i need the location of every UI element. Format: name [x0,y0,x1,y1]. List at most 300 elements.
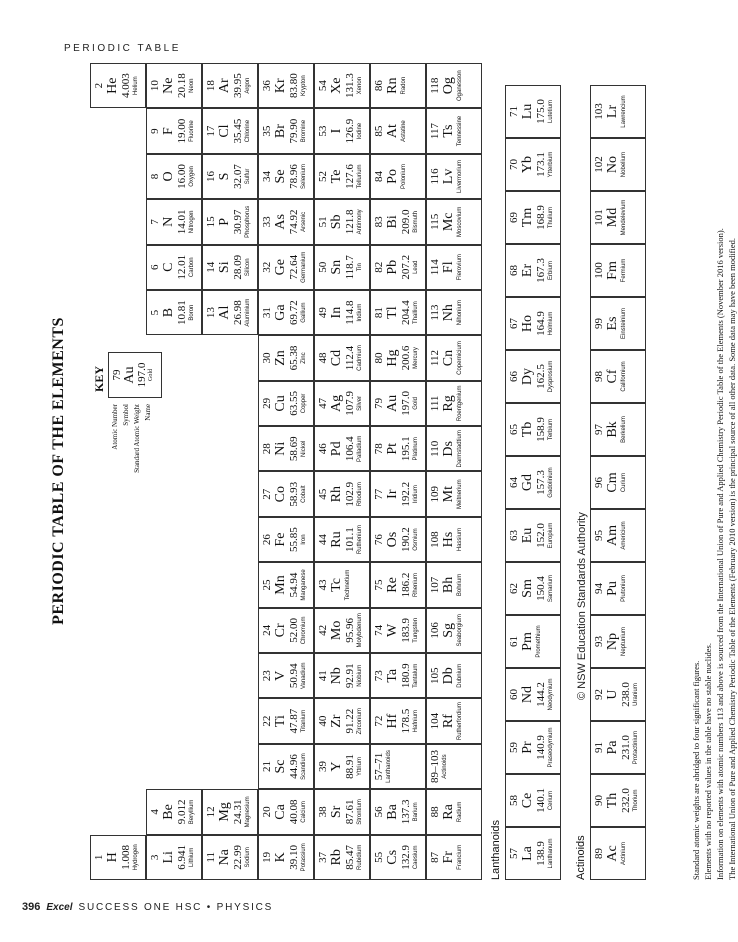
element-name: Plutonium [621,575,627,602]
element-name: Actinoids [442,754,448,779]
atomic-weight: 144.2 [535,682,547,707]
element-name: Hafnium [413,709,419,733]
atomic-number: 102 [593,156,605,173]
element-name: Francium [457,844,463,870]
element-cell [426,698,482,743]
element-name: Berkelium [621,416,627,443]
element-name: Xenon [357,76,363,95]
atomic-number: 90 [593,795,605,806]
element-symbol: Mc [441,212,456,232]
element-symbol: Hf [385,713,400,729]
element-name: Lanthanum [548,838,554,869]
element-name: Americium [621,521,627,550]
atomic-weight: 158.9 [535,417,547,442]
running-header: PERIODIC TABLE [64,43,181,54]
element-symbol: Hs [441,531,456,548]
atomic-number: 55 [373,851,385,863]
element-name: Chromium [301,616,307,645]
element-symbol: Cl [217,124,232,138]
key-weight: 197.0 [136,362,148,388]
atomic-weight: 72.64 [288,254,300,280]
atomic-number: 70 [508,159,520,170]
atomic-weight: 50.94 [288,663,300,689]
element-cell [590,403,646,456]
atomic-number: 47 [317,397,329,409]
atomic-number: 110 [429,440,441,457]
element-name: Radium [457,801,463,823]
element-name: Fluorine [189,120,195,142]
atomic-weight: 4.003 [120,73,132,99]
atomic-number: 57–71 [373,752,385,781]
element-cell [370,562,426,607]
atomic-weight: 39.95 [232,73,244,99]
element-symbol: Th [605,792,620,809]
atomic-weight: 168.9 [535,205,547,230]
atomic-number: 65 [508,424,520,435]
atomic-weight: 30.97 [232,209,244,235]
element-symbol: Pa [605,740,620,755]
element-cell [258,199,314,244]
atomic-number: 103 [593,103,605,120]
atomic-number: 115 [429,213,441,230]
element-name: Osmium [413,528,419,551]
atomic-number: 3 [149,854,161,861]
atomic-weight: 173.1 [535,152,547,177]
atomic-number: 63 [508,530,520,541]
element-cell [426,154,482,199]
element-name: Mendelevium [621,199,627,236]
atomic-number: 78 [373,443,385,455]
element-name: Einsteinium [621,308,627,340]
atomic-weight: 140.1 [535,788,547,813]
atomic-weight: 152.0 [535,523,547,548]
empty-cell [90,154,146,199]
element-cell [590,562,646,615]
element-symbol: Ga [273,304,288,321]
element-symbol: P [217,217,232,226]
element-cell [590,615,646,668]
atomic-weight: 88.91 [344,754,356,779]
element-cell [314,154,370,199]
atomic-weight: 195.1 [400,436,412,462]
element-name: Nickel [301,440,307,457]
element-symbol: Gd [520,473,535,492]
atomic-weight: 95.96 [344,617,356,643]
element-symbol: Os [385,531,400,548]
atomic-number: 114 [429,259,441,276]
element-name: Gold [413,397,419,410]
empty-cell [202,381,258,426]
element-name: Beryllium [189,799,195,825]
atomic-weight: 87.61 [344,799,356,825]
element-cell [590,721,646,774]
element-name: Carbon [189,257,195,278]
element-cell [426,108,482,153]
atomic-number: 36 [261,80,273,92]
element-symbol: Kr [273,78,288,94]
element-cell [505,668,561,721]
atomic-weight: 58.69 [288,436,300,462]
atomic-number: 26 [261,534,273,546]
element-cell [146,245,202,290]
atomic-number: 7 [149,219,161,225]
atomic-number: 29 [261,397,273,409]
atomic-number: 67 [508,318,520,329]
element-symbol: Pr [520,741,535,754]
element-name: Krypton [301,75,307,97]
empty-cell [202,562,258,607]
footnotes [690,62,738,880]
element-cell [370,335,426,380]
atomic-number: 49 [317,307,329,319]
element-name: Molybdenum [357,613,363,648]
element-name: Radon [401,76,407,95]
element-name: Terbium [548,418,554,441]
element-name: Indium [357,303,363,322]
key-labels [110,404,154,522]
element-cell [590,244,646,297]
element-symbol: Pm [520,632,535,651]
element-name: Manganese [301,569,307,601]
element-cell [590,85,646,138]
element-name: Barium [413,802,419,822]
element-symbol: As [273,214,288,230]
atomic-weight: 101.1 [344,527,356,552]
atomic-number: 94 [593,583,605,594]
atomic-number: 52 [317,170,329,182]
atomic-number: 9 [149,128,161,134]
atomic-number: 98 [593,371,605,382]
element-cell [314,63,370,108]
element-cell [314,698,370,743]
element-cell [90,63,146,108]
element-cell [314,471,370,516]
atomic-weight: 1.008 [120,844,132,870]
element-name: Oganesson [457,70,463,102]
empty-cell [90,698,146,743]
element-cell [370,381,426,426]
element-symbol: K [273,852,288,863]
element-name: Argon [245,77,251,94]
element-symbol: Re [385,577,400,593]
key-number: 79 [111,369,123,381]
element-symbol: Mn [273,575,288,595]
element-name: Cobalt [301,485,307,503]
element-symbol: Hg [385,349,400,367]
empty-cell [90,608,146,653]
atomic-number: 46 [317,443,329,455]
element-name: Sulfur [245,168,251,185]
element-cell [314,562,370,607]
atomic-number: 39 [317,761,329,773]
atomic-number: 23 [261,670,273,682]
element-cell [370,744,426,789]
element-symbol: Tm [520,207,535,228]
atomic-weight: 55.85 [288,527,300,552]
atomic-number: 87 [429,851,441,863]
atomic-number: 4 [149,809,161,815]
page-number: 396 [22,901,41,913]
atomic-number: 12 [205,806,217,818]
atomic-weight: 112.4 [344,345,356,371]
element-cell [370,154,426,199]
atomic-weight: 118.7 [344,255,356,280]
element-cell [590,297,646,350]
element-symbol: Sm [520,579,535,598]
element-name: Scandium [301,753,307,780]
element-cell [146,63,202,108]
atomic-weight: 190.2 [400,527,412,552]
element-cell [505,191,561,244]
element-cell [370,108,426,153]
element-name: Ruthenium [357,525,363,555]
atomic-weight: 24.31 [232,799,244,825]
element-name: Yttrium [357,757,363,777]
element-cell [146,154,202,199]
atomic-number: 109 [429,485,441,503]
element-symbol: Ac [605,845,620,862]
empty-cell [90,199,146,244]
atomic-weight: 102.9 [344,481,356,507]
element-symbol: La [520,846,535,861]
element-cell [146,789,202,834]
element-cell [314,199,370,244]
key-example-cell [108,352,162,398]
element-cell [258,562,314,607]
atomic-weight: 200.6 [400,345,412,371]
atomic-number: 104 [429,712,441,730]
atomic-number: 117 [429,123,441,140]
table-title: PERIODIC TABLE OF THE ELEMENTS [50,317,67,625]
atomic-weight: 44.96 [288,754,300,779]
element-cell [590,191,646,244]
atomic-number: 64 [508,477,520,488]
element-symbol: Ni [273,441,288,456]
element-name: Aluminium [245,298,251,327]
element-cell [505,615,561,668]
element-symbol: Ti [273,715,288,728]
atomic-weight: 132.9 [400,844,412,870]
element-symbol: Rh [329,486,344,503]
element-name: Tellurium [357,164,363,189]
element-cell [426,63,482,108]
atomic-number: 48 [317,352,329,364]
atomic-number: 54 [317,80,329,92]
element-symbol: Rb [329,849,344,866]
element-name: Neptunium [621,627,627,657]
atomic-weight: 22.99 [232,844,244,870]
element-symbol: Lv [441,168,456,185]
atomic-number: 101 [593,209,605,226]
element-name: Meitnerium [457,479,463,510]
atomic-number: 80 [373,352,385,364]
element-symbol: Pt [385,442,400,455]
element-name: Actinium [621,842,627,866]
empty-cell [90,744,146,789]
empty-cell [202,744,258,789]
element-cell [146,835,202,880]
element-name: Promethium [536,625,542,658]
element-cell [258,698,314,743]
element-symbol: Sc [273,759,288,774]
element-cell [370,245,426,290]
element-symbol: Cm [605,472,620,493]
element-name: Vanadium [301,662,307,690]
atomic-number: 8 [149,173,161,180]
element-symbol: Ge [273,259,288,276]
element-symbol: Nh [441,304,456,322]
element-symbol: Sr [329,805,344,819]
element-symbol: O [161,171,176,182]
element-symbol: Ce [520,792,535,809]
element-name: Oxygen [189,166,195,187]
atomic-number: 92 [593,689,605,700]
element-symbol: Er [520,263,535,278]
atomic-number: 81 [373,307,385,319]
element-cell [258,154,314,199]
element-name: Thallium [413,301,419,324]
element-symbol: Xe [329,77,344,94]
element-symbol: F [161,127,176,135]
atomic-number: 30 [261,352,273,364]
element-cell [590,827,646,880]
element-cell [505,85,561,138]
element-name: Hydrogen [133,844,139,871]
element-name: Strontium [357,799,363,825]
atomic-number: 13 [205,307,217,319]
element-name: Selenium [301,163,307,189]
element-cell [146,290,202,335]
atomic-weight: 131.3 [344,73,356,99]
atomic-weight: 232.0 [620,788,632,813]
element-cell [314,290,370,335]
element-cell [426,608,482,653]
atomic-number: 85 [373,125,385,137]
footnote: Elements with no reported values in the table have no stable nuclides. [703,643,713,880]
element-cell [370,471,426,516]
element-cell [258,517,314,562]
atomic-number: 60 [508,689,520,700]
atomic-number: 25 [261,579,273,591]
atomic-weight: 52.00 [288,617,300,643]
element-symbol: Na [217,849,232,866]
element-cell [202,290,258,335]
element-cell [258,63,314,108]
element-symbol: Se [273,169,288,184]
element-symbol: H [105,852,120,863]
element-cell [505,774,561,827]
element-name: Bromine [301,119,307,143]
atomic-number: 11 [205,852,217,863]
atomic-weight: 65.38 [288,345,300,371]
element-name: Samarium [548,574,554,603]
atomic-weight: 178.5 [400,708,412,734]
atomic-weight: 20.18 [176,73,188,99]
element-cell [426,744,482,789]
element-name: Tin [357,263,363,272]
element-symbol: Am [605,525,620,546]
empty-cell [202,471,258,516]
element-cell [258,653,314,698]
atomic-number: 27 [261,488,273,500]
atomic-number: 69 [508,212,520,223]
atomic-number: 2 [93,82,105,89]
element-cell [426,426,482,471]
element-name: Europium [548,522,554,549]
element-cell [258,835,314,880]
element-symbol: Co [273,486,288,503]
element-name: Astatine [401,120,407,142]
key-label: Symbol [122,404,130,426]
element-cell [202,199,258,244]
element-cell [314,789,370,834]
element-symbol: Cn [441,349,456,367]
atomic-weight: 180.9 [400,663,412,689]
atomic-weight: 54.94 [288,572,300,598]
element-name: Dubnium [457,663,463,688]
atomic-number: 41 [317,670,329,682]
atomic-number: 6 [149,264,161,270]
element-symbol: Mo [329,620,344,641]
element-symbol: B [161,307,176,318]
atomic-number: 37 [317,851,329,863]
element-name: Niobium [357,664,363,687]
element-cell [590,509,646,562]
empty-cell [146,744,202,789]
element-symbol: Be [161,804,176,820]
element-symbol: Tl [385,306,400,319]
atomic-number: 1 [93,854,105,861]
element-cell [370,698,426,743]
atomic-weight: 107.9 [344,391,356,416]
element-cell [370,63,426,108]
atomic-number: 106 [429,622,441,639]
element-name: Gadolinium [548,467,554,498]
element-cell [505,827,561,880]
atomic-number: 105 [429,667,441,684]
empty-cell [202,426,258,471]
key-label: Standard Atomic Weight [133,404,141,473]
element-cell [314,653,370,698]
element-symbol: Nb [329,667,344,685]
element-symbol: Bi [385,215,400,229]
empty-cell [202,517,258,562]
atomic-number: 74 [373,624,385,636]
element-symbol: Tc [329,578,344,592]
element-name: Boron [189,304,195,321]
atomic-weight: 114.8 [344,300,356,325]
atomic-weight: 16.00 [176,164,188,189]
empty-cell [146,562,202,607]
footer-text: SUCCESS ONE HSC • PHYSICS [78,902,274,913]
element-cell [258,290,314,335]
element-symbol: Fm [605,261,620,280]
atomic-weight: 186.2 [400,572,412,598]
element-symbol: Y [329,761,344,772]
element-symbol: Fr [441,851,456,864]
atomic-number: 96 [593,477,605,488]
element-symbol: Zr [329,714,344,728]
element-name: Thulium [548,206,554,229]
element-symbol: Eu [520,527,535,544]
element-symbol: At [385,124,400,139]
atomic-number: 77 [373,488,385,500]
atomic-weight: 138.9 [535,841,547,866]
element-cell [90,835,146,880]
element-symbol: Te [329,169,344,184]
element-cell [505,138,561,191]
element-cell [314,517,370,562]
